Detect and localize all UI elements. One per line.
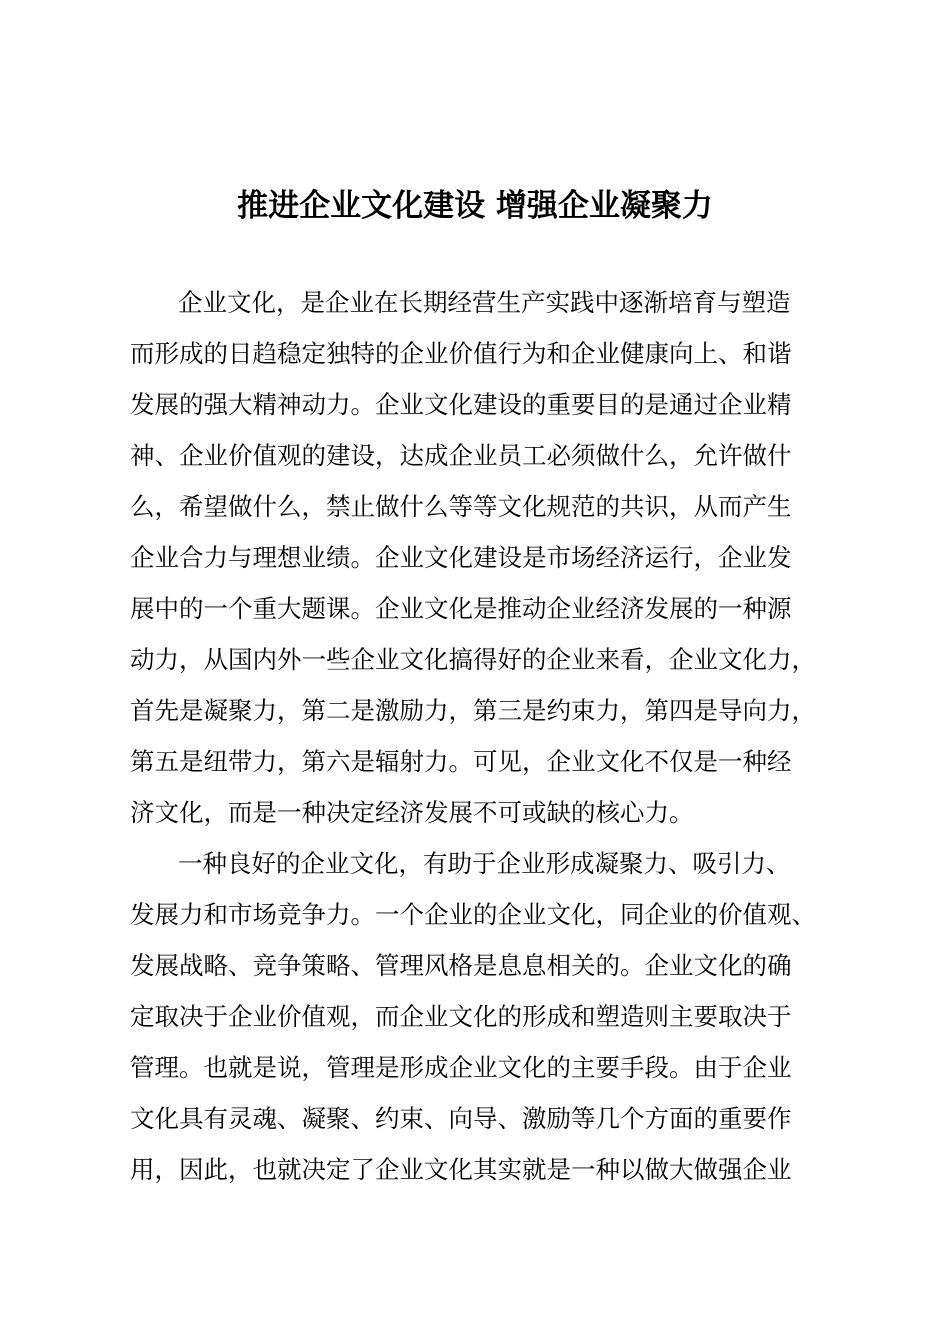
text-line: 一种良好的企业文化，有助于企业形成凝聚力、吸引力、: [178, 849, 791, 878]
text-line: 发展的强大精神动力。企业文化建设的重要目的是通过企业精: [130, 390, 792, 419]
document-title: 推进企业文化建设 增强企业凝聚力: [237, 188, 713, 224]
text-line: 用，因此，也就决定了企业文化其实就是一种以做大做强企业: [130, 1155, 792, 1184]
text-line: 管理。也就是说，管理是形成企业文化的主要手段。由于企业: [130, 1053, 792, 1082]
text-line: 企业合力与理想业绩。企业文化建设是市场经济运行，企业发: [130, 543, 792, 572]
text-line: 而形成的日趋稳定独特的企业价值行为和企业健康向上、和谐: [130, 339, 792, 368]
text-line: 发展力和市场竞争力。一个企业的企业文化，同企业的价值观、: [130, 900, 816, 929]
text-line: 么，希望做什么，禁止做什么等等文化规范的共识，从而产生: [130, 492, 792, 521]
text-line: 发展战略、竞争策略、管理风格是息息相关的。企业文化的确: [130, 951, 792, 980]
text-line: 企业文化，是企业在长期经营生产实践中逐渐培育与塑造: [178, 288, 791, 317]
text-line: 展中的一个重大题课。企业文化是推动企业经济发展的一种源: [130, 594, 792, 623]
text-line: 济文化，而是一种决定经济发展不可或缺的核心力。: [130, 798, 694, 827]
text-line: 首先是凝聚力，第二是激励力，第三是约束力，第四是导向力，: [130, 696, 816, 725]
text-line: 第五是纽带力，第六是辐射力。可见，企业文化不仅是一种经: [130, 747, 792, 776]
text-line: 神、企业价值观的建设，达成企业员工必须做什么，允许做什: [130, 441, 792, 470]
text-line: 文化具有灵魂、凝聚、约束、向导、激励等几个方面的重要作: [130, 1104, 792, 1133]
text-line: 定取决于企业价值观，而企业文化的形成和塑造则主要取决于: [130, 1002, 792, 1031]
text-line: 动力，从国内外一些企业文化搞得好的企业来看，企业文化力，: [130, 645, 816, 674]
